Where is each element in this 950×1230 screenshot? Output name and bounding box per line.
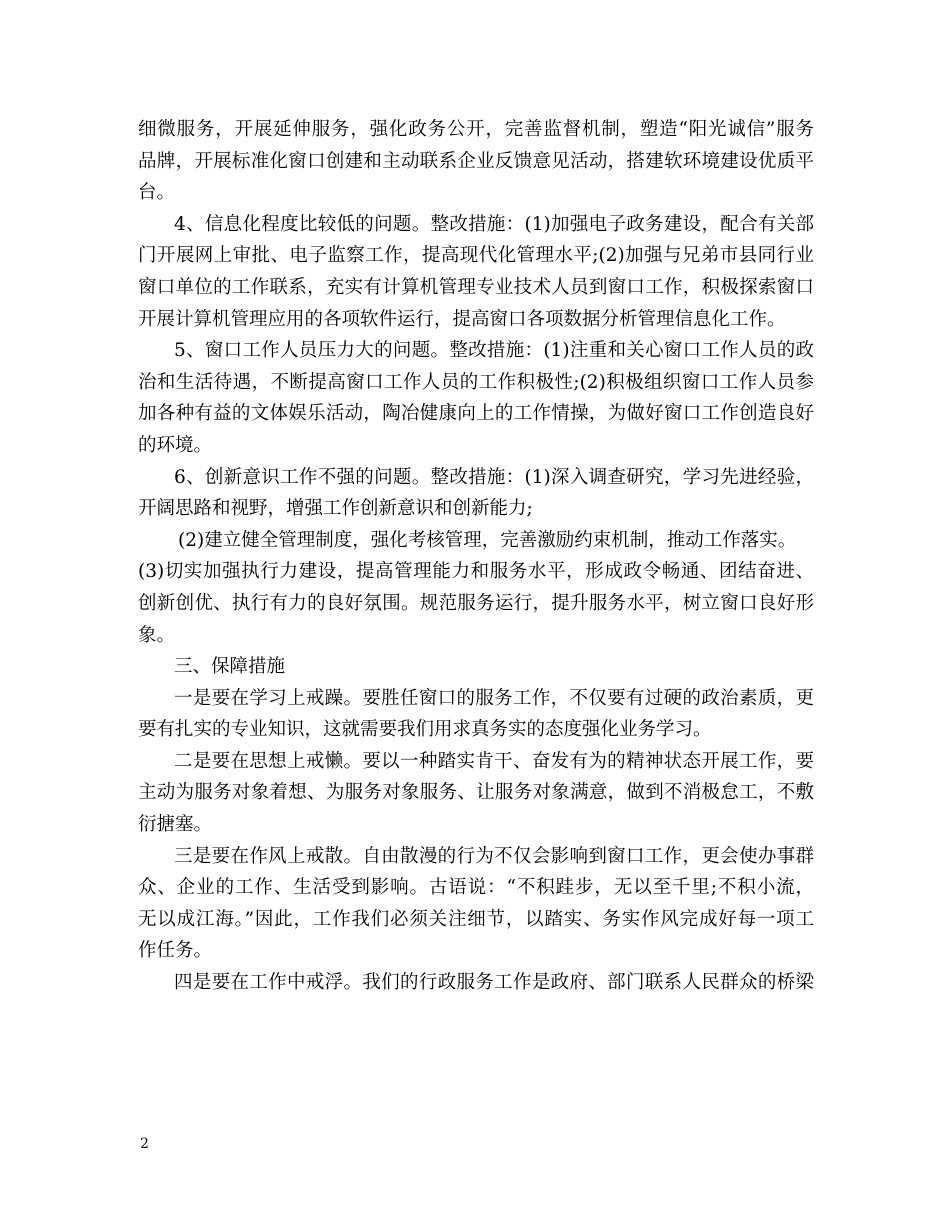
text-line: 无以成江海。”因此，工作我们必须关注细节，以踏实、务实作风完成好每一项工 <box>138 908 814 930</box>
text-line: 象。 <box>138 624 176 646</box>
text-line: 要有扎实的专业知识，这就需要我们用求真务实的态度强化业务学习。 <box>138 719 712 741</box>
text-line: 一是要在学习上戒躁。要胜任窗口的服务工作，不仅要有过硬的政治素质，更 <box>174 687 814 709</box>
text-line: (3)切实加强执行力建设，提高管理能力和服务水平，形成政令畅通、团结奋进、 <box>138 561 814 583</box>
section-heading: 三、保障措施 <box>174 656 286 678</box>
text-line: 众、企业的工作、生活受到影响。古语说：“不积跬步，无以至千里;不积小流， <box>138 877 814 899</box>
document-body <box>138 114 814 999</box>
text-line: 品牌，开展标准化窗口创建和主动联系企业反馈意见活动，搭建软环境建设优质平 <box>138 150 814 172</box>
text-line: 衍搪塞。 <box>138 814 213 836</box>
text-line: 5、窗口工作人员压力大的问题。整改措施：(1)注重和关心窗口工作人员的政 <box>174 340 814 362</box>
text-line: 三是要在作风上戒散。自由散漫的行为不仅会影响到窗口工作，更会使办事群 <box>174 845 814 867</box>
text-line: (2)建立健全管理制度，强化考核管理，完善激励约束机制，推动工作落实。 <box>178 529 797 551</box>
text-line: 二是要在思想上戒懒。要以一种踏实肯干、奋发有为的精神状态开展工作，要 <box>174 750 814 772</box>
text-line: 加各种有益的文体娱乐活动，陶冶健康向上的工作情操，为做好窗口工作创造良好 <box>138 403 814 425</box>
text-line: 治和生活待遇，不断提高窗口工作人员的工作积极性;(2)积极组织窗口工作人员参 <box>138 371 814 393</box>
text-line: 窗口单位的工作联系，充实有计算机管理专业技术人员到窗口工作，积极探索窗口 <box>138 276 814 298</box>
text-line: 作任务。 <box>138 940 213 962</box>
text-line: 6、创新意识工作不强的问题。整改措施：(1)深入调查研究，学习先进经验， <box>174 466 814 488</box>
text-line: 细微服务，开展延伸服务，强化政务公开，完善监督机制，塑造“阳光诚信”服务 <box>138 119 814 140</box>
text-line: 创新创优、执行有力的良好氛围。规范服务运行，提升服务水平，树立窗口良好形 <box>138 592 814 614</box>
text-line: 四是要在工作中戒浮。我们的行政服务工作是政府、部门联系人民群众的桥梁 <box>174 972 814 994</box>
page-number: 2 <box>140 1136 149 1152</box>
text-line: 开阔思路和视野，增强工作创新意识和创新能力; <box>138 498 533 520</box>
text-line: 4、信息化程度比较低的问题。整改措施：(1)加强电子政务建设，配合有关部 <box>174 213 814 235</box>
text-line: 台。 <box>138 182 176 204</box>
text-line: 门开展网上审批、电子监察工作，提高现代化管理水平;(2)加强与兄弟市县同行业 <box>138 245 814 267</box>
text-line: 的环境。 <box>138 434 213 456</box>
text-line: 开展计算机管理应用的各项软件运行，提高窗口各项数据分析管理信息化工作。 <box>138 308 786 330</box>
text-line: 主动为服务对象着想、为服务对象服务、让服务对象满意，做到不消极怠工，不敷 <box>138 782 814 804</box>
